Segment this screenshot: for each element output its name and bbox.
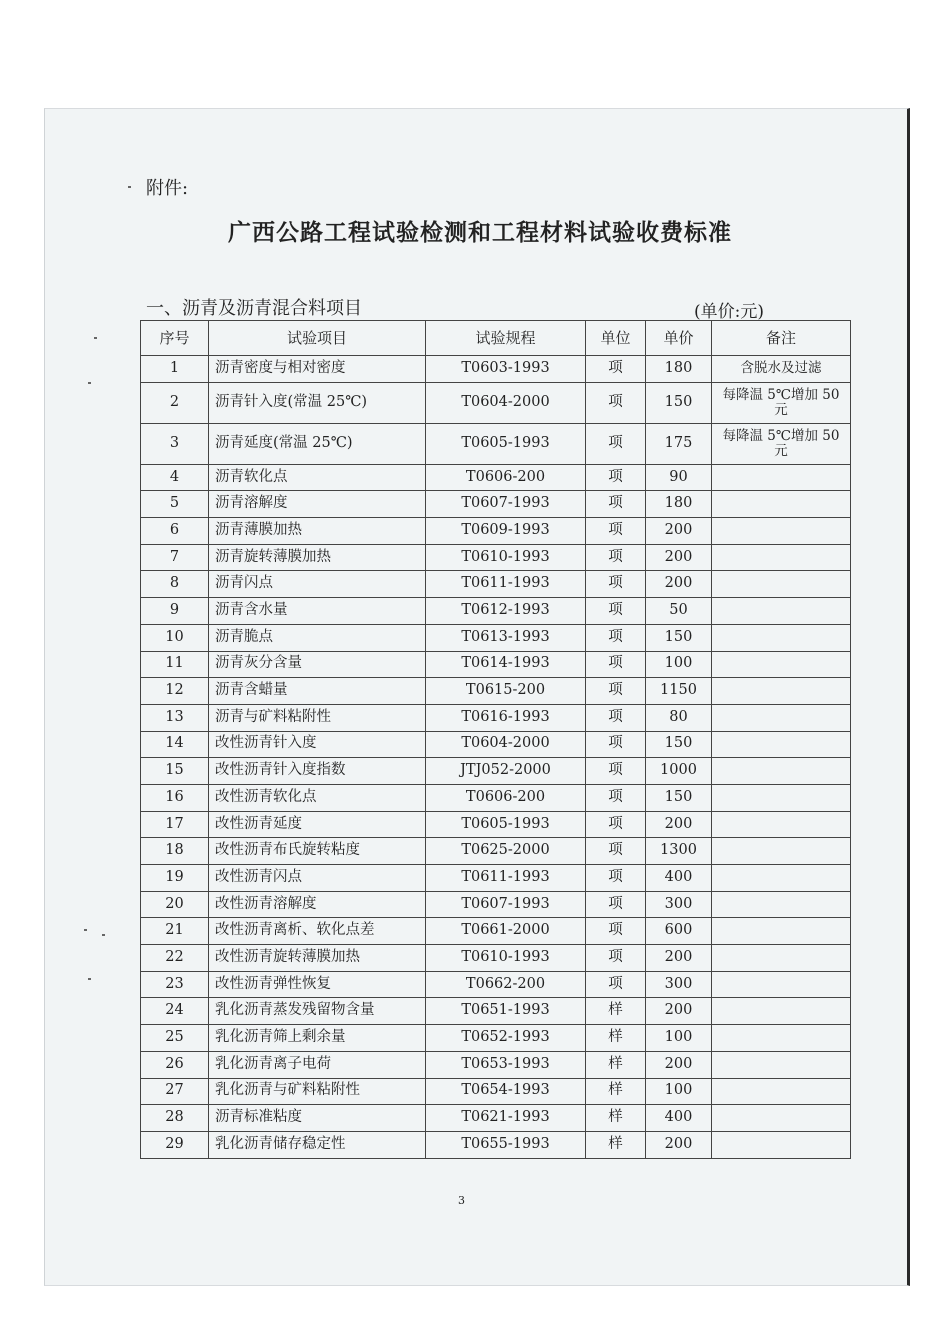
cell-item: 沥青含水量: [209, 598, 426, 625]
cell-price: 180: [646, 356, 712, 383]
table-row: [141, 1051, 851, 1078]
cell-item: 沥青密度与相对密度: [209, 356, 426, 383]
table-row: [141, 838, 851, 865]
cell-no: 12: [141, 678, 209, 705]
cell-item: 乳化沥青蒸发残留物含量: [209, 998, 426, 1025]
cell-item: 沥青延度(常温 25℃): [209, 423, 426, 464]
cell-price: 1150: [646, 678, 712, 705]
cell-unit: 项: [586, 918, 646, 945]
cell-method: T0612-1993: [426, 598, 586, 625]
cell-price: 100: [646, 651, 712, 678]
cell-no: 17: [141, 811, 209, 838]
cell-method: T0605-1993: [426, 811, 586, 838]
cell-method: T0604-2000: [426, 382, 586, 423]
scan-speck: [88, 978, 91, 980]
cell-item: 沥青与矿料粘附性: [209, 704, 426, 731]
cell-price: 200: [646, 811, 712, 838]
cell-price: 1000: [646, 758, 712, 785]
cell-no: 16: [141, 784, 209, 811]
cell-no: 27: [141, 1078, 209, 1105]
table-row: [141, 811, 851, 838]
cell-price: 80: [646, 704, 712, 731]
cell-price: 175: [646, 423, 712, 464]
cell-note: [712, 704, 851, 731]
cell-unit: 项: [586, 624, 646, 651]
cell-unit: 项: [586, 704, 646, 731]
cell-item: 沥青旋转薄膜加热: [209, 544, 426, 571]
table-row: [141, 491, 851, 518]
cell-price: 150: [646, 624, 712, 651]
cell-note: [712, 731, 851, 758]
table-row: [141, 571, 851, 598]
table-row: [141, 1105, 851, 1132]
table-row: [141, 891, 851, 918]
cell-method: T0611-1993: [426, 571, 586, 598]
cell-method: T0621-1993: [426, 1105, 586, 1132]
cell-method: T0625-2000: [426, 838, 586, 865]
cell-unit: 项: [586, 891, 646, 918]
table-body: [141, 356, 851, 1159]
cell-item: 改性沥青离析、软化点差: [209, 918, 426, 945]
cell-unit: 项: [586, 423, 646, 464]
cell-price: 100: [646, 1025, 712, 1052]
cell-price: 200: [646, 571, 712, 598]
header-no: 序号: [141, 321, 209, 356]
cell-note: [712, 758, 851, 785]
cell-price: 400: [646, 865, 712, 892]
cell-item: 沥青标准粘度: [209, 1105, 426, 1132]
cell-item: 改性沥青旋转薄膜加热: [209, 945, 426, 972]
cell-price: 200: [646, 1131, 712, 1158]
header-price: 单价: [646, 321, 712, 356]
cell-no: 19: [141, 865, 209, 892]
table-row: [141, 423, 851, 464]
cell-note: [712, 1131, 851, 1158]
cell-item: 沥青软化点: [209, 464, 426, 491]
cell-unit: 项: [586, 731, 646, 758]
cell-price: 200: [646, 998, 712, 1025]
header-method: 试验规程: [426, 321, 586, 356]
cell-method: T0609-1993: [426, 518, 586, 545]
cell-price: 200: [646, 945, 712, 972]
cell-item: 沥青脆点: [209, 624, 426, 651]
cell-no: 1: [141, 356, 209, 383]
cell-method: T0616-1993: [426, 704, 586, 731]
cell-price: 300: [646, 971, 712, 998]
cell-item: 乳化沥青离子电荷: [209, 1051, 426, 1078]
cell-unit: 项: [586, 464, 646, 491]
cell-method: T0613-1993: [426, 624, 586, 651]
table-row: [141, 464, 851, 491]
cell-no: 21: [141, 918, 209, 945]
table-row: [141, 544, 851, 571]
cell-unit: 项: [586, 518, 646, 545]
cell-item: 改性沥青闪点: [209, 865, 426, 892]
cell-note: [712, 1051, 851, 1078]
cell-method: T0604-2000: [426, 731, 586, 758]
cell-unit: 样: [586, 1051, 646, 1078]
cell-unit: 项: [586, 865, 646, 892]
table-row: [141, 998, 851, 1025]
cell-price: 200: [646, 1051, 712, 1078]
cell-note: [712, 918, 851, 945]
cell-no: 11: [141, 651, 209, 678]
cell-unit: 项: [586, 651, 646, 678]
section-title: 一、沥青及沥青混合料项目: [146, 298, 362, 319]
cell-note: [712, 678, 851, 705]
cell-item: 改性沥青针入度指数: [209, 758, 426, 785]
scan-speck: [102, 934, 105, 936]
cell-price: 300: [646, 891, 712, 918]
table-row: [141, 784, 851, 811]
cell-price: 600: [646, 918, 712, 945]
table-row: [141, 731, 851, 758]
cell-no: 25: [141, 1025, 209, 1052]
cell-item: 改性沥青延度: [209, 811, 426, 838]
cell-no: 22: [141, 945, 209, 972]
cell-price: 200: [646, 544, 712, 571]
cell-method: T0651-1993: [426, 998, 586, 1025]
cell-unit: 项: [586, 758, 646, 785]
fee-table: [140, 320, 851, 1159]
cell-note: [712, 811, 851, 838]
header-unit: 单位: [586, 321, 646, 356]
cell-note: [712, 651, 851, 678]
table-row: [141, 518, 851, 545]
table-row: [141, 865, 851, 892]
cell-method: T0607-1993: [426, 891, 586, 918]
cell-unit: 样: [586, 1078, 646, 1105]
cell-no: 24: [141, 998, 209, 1025]
cell-item: 改性沥青溶解度: [209, 891, 426, 918]
table-header-row: [141, 321, 851, 356]
table-row: [141, 382, 851, 423]
cell-method: T0662-200: [426, 971, 586, 998]
cell-item: 沥青溶解度: [209, 491, 426, 518]
cell-note: [712, 491, 851, 518]
cell-no: 8: [141, 571, 209, 598]
table-row: [141, 1025, 851, 1052]
cell-item: 沥青薄膜加热: [209, 518, 426, 545]
page-number: 3: [458, 1194, 465, 1207]
cell-no: 23: [141, 971, 209, 998]
cell-note: [712, 945, 851, 972]
cell-no: 6: [141, 518, 209, 545]
cell-item: 改性沥青弹性恢复: [209, 971, 426, 998]
cell-no: 3: [141, 423, 209, 464]
cell-note: [712, 1105, 851, 1132]
table-row: [141, 1078, 851, 1105]
table-row: [141, 1131, 851, 1158]
cell-note: [712, 865, 851, 892]
cell-no: 4: [141, 464, 209, 491]
table-row: [141, 598, 851, 625]
cell-price: 150: [646, 784, 712, 811]
cell-method: T0652-1993: [426, 1025, 586, 1052]
cell-unit: 项: [586, 571, 646, 598]
cell-note: 每降温 5℃增加 50 元: [712, 423, 851, 464]
cell-method: T0655-1993: [426, 1131, 586, 1158]
cell-no: 2: [141, 382, 209, 423]
cell-note: [712, 891, 851, 918]
cell-no: 28: [141, 1105, 209, 1132]
cell-method: T0610-1993: [426, 544, 586, 571]
cell-no: 9: [141, 598, 209, 625]
cell-note: [712, 624, 851, 651]
cell-method: T0607-1993: [426, 491, 586, 518]
cell-price: 90: [646, 464, 712, 491]
scan-speck: [88, 382, 91, 384]
cell-method: T0653-1993: [426, 1051, 586, 1078]
cell-unit: 样: [586, 1131, 646, 1158]
table-row: [141, 971, 851, 998]
cell-method: T0605-1993: [426, 423, 586, 464]
cell-method: T0614-1993: [426, 651, 586, 678]
cell-item: 沥青针入度(常温 25℃): [209, 382, 426, 423]
cell-unit: 项: [586, 838, 646, 865]
cell-method: T0611-1993: [426, 865, 586, 892]
cell-unit: 项: [586, 544, 646, 571]
cell-price: 1300: [646, 838, 712, 865]
cell-note: 每降温 5℃增加 50 元: [712, 382, 851, 423]
cell-no: 15: [141, 758, 209, 785]
cell-method: T0610-1993: [426, 945, 586, 972]
cell-price: 150: [646, 731, 712, 758]
cell-item: 改性沥青软化点: [209, 784, 426, 811]
cell-price: 180: [646, 491, 712, 518]
cell-note: [712, 838, 851, 865]
cell-no: 18: [141, 838, 209, 865]
cell-unit: 项: [586, 598, 646, 625]
table-row: [141, 945, 851, 972]
table-row: [141, 651, 851, 678]
document-title: 广西公路工程试验检测和工程材料试验收费标准: [228, 219, 732, 246]
cell-note: [712, 971, 851, 998]
cell-price: 150: [646, 382, 712, 423]
cell-no: 7: [141, 544, 209, 571]
scan-speck: [84, 929, 87, 931]
cell-no: 20: [141, 891, 209, 918]
cell-item: 改性沥青针入度: [209, 731, 426, 758]
cell-item: 沥青灰分含量: [209, 651, 426, 678]
cell-method: JTJ052-2000: [426, 758, 586, 785]
cell-price: 100: [646, 1078, 712, 1105]
table-row: [141, 918, 851, 945]
cell-note: [712, 544, 851, 571]
table-row: [141, 356, 851, 383]
header-note: 备注: [712, 321, 851, 356]
cell-no: 13: [141, 704, 209, 731]
cell-note: [712, 598, 851, 625]
scan-speck: [94, 337, 97, 339]
cell-unit: 项: [586, 382, 646, 423]
cell-item: 乳化沥青筛上剩余量: [209, 1025, 426, 1052]
cell-unit: 项: [586, 491, 646, 518]
cell-price: 400: [646, 1105, 712, 1132]
cell-unit: 样: [586, 1025, 646, 1052]
cell-no: 14: [141, 731, 209, 758]
cell-price: 200: [646, 518, 712, 545]
cell-method: T0606-200: [426, 784, 586, 811]
cell-no: 29: [141, 1131, 209, 1158]
cell-unit: 样: [586, 998, 646, 1025]
table-row: [141, 678, 851, 705]
cell-item: 乳化沥青储存稳定性: [209, 1131, 426, 1158]
cell-unit: 项: [586, 784, 646, 811]
cell-unit: 项: [586, 678, 646, 705]
cell-unit: 样: [586, 1105, 646, 1132]
cell-note: [712, 464, 851, 491]
cell-method: T0654-1993: [426, 1078, 586, 1105]
cell-note: [712, 998, 851, 1025]
cell-method: T0603-1993: [426, 356, 586, 383]
cell-unit: 项: [586, 971, 646, 998]
cell-note: [712, 1025, 851, 1052]
cell-item: 乳化沥青与矿料粘附性: [209, 1078, 426, 1105]
cell-method: T0661-2000: [426, 918, 586, 945]
attachment-label: 附件:: [146, 178, 189, 199]
cell-method: T0615-200: [426, 678, 586, 705]
unit-price-note: (单价:元): [694, 302, 764, 322]
cell-item: 改性沥青布氏旋转粘度: [209, 838, 426, 865]
cell-note: [712, 784, 851, 811]
cell-note: [712, 1078, 851, 1105]
cell-no: 26: [141, 1051, 209, 1078]
cell-unit: 项: [586, 811, 646, 838]
cell-item: 沥青闪点: [209, 571, 426, 598]
cell-no: 10: [141, 624, 209, 651]
scan-speck: [128, 186, 131, 188]
cell-unit: 项: [586, 356, 646, 383]
table-row: [141, 758, 851, 785]
cell-note: [712, 518, 851, 545]
cell-price: 50: [646, 598, 712, 625]
cell-method: T0606-200: [426, 464, 586, 491]
cell-item: 沥青含蜡量: [209, 678, 426, 705]
cell-note: [712, 571, 851, 598]
cell-no: 5: [141, 491, 209, 518]
cell-note: 含脱水及过滤: [712, 356, 851, 383]
header-item: 试验项目: [209, 321, 426, 356]
cell-unit: 项: [586, 945, 646, 972]
table-row: [141, 624, 851, 651]
table-row: [141, 704, 851, 731]
